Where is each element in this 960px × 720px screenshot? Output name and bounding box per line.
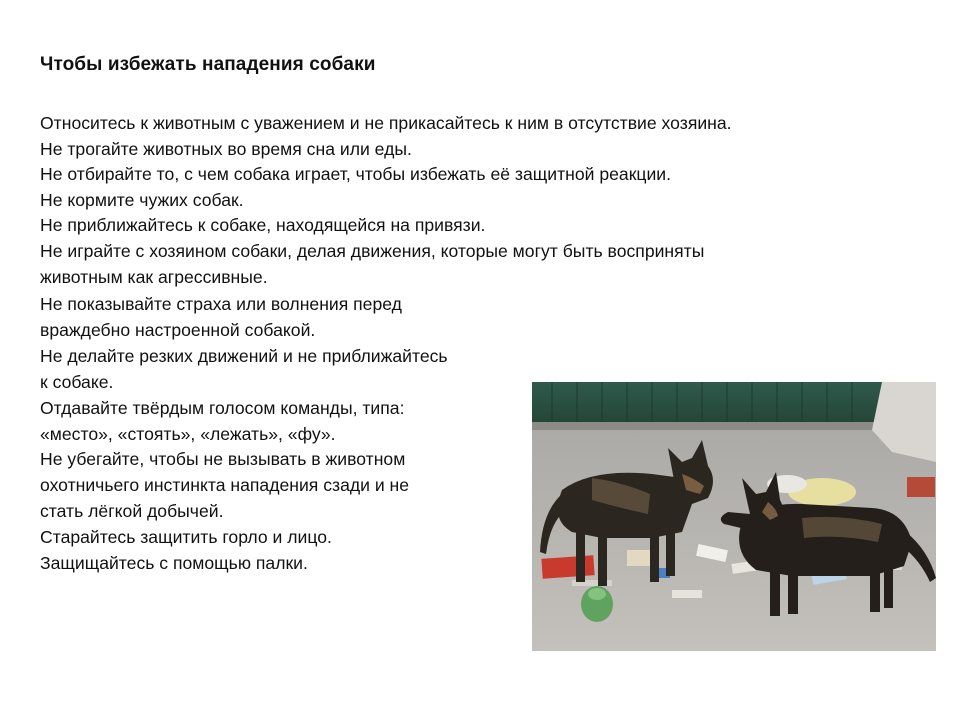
- rule-line: Не играйте с хозяином собаки, делая движения, которые могут быть восприняты: [40, 240, 705, 261]
- rules-list-bottom: [40, 292, 540, 577]
- slide-title: Чтобы избежать нападения собаки: [40, 54, 376, 75]
- rule-line: Не убегайте, чтобы не вызывать в животном: [40, 449, 406, 470]
- rule-line: «место», «стоять», «лежать», «фу».: [40, 423, 336, 444]
- rule-line: Не кормите чужих собак.: [40, 189, 244, 210]
- rule-line: Отдавайте твёрдым голосом команды, типа:: [40, 397, 405, 418]
- rule-line: Защищайтесь с помощью палки.: [40, 553, 308, 574]
- rule-line: животным как агрессивные.: [40, 266, 268, 287]
- rule-line: Не трогайте животных во время сна или еды.: [40, 138, 412, 159]
- rule-line: Не показывайте страха или волнения перед: [40, 294, 402, 314]
- rule-line: Не делайте резких движений и не приближайтесь: [40, 345, 448, 366]
- rule-line: враждебно настроенной собакой.: [40, 319, 316, 340]
- rule-line: Не приближайтесь к собаке, находящейся на привязи.: [40, 215, 486, 236]
- rule-line: к собаке.: [40, 371, 114, 392]
- rule-line: стать лёгкой добычей.: [40, 501, 224, 522]
- dogs-photo: [532, 382, 936, 651]
- rule-line: Не отбирайте то, с чем собака играет, чтобы избежать её защитной реакции.: [40, 164, 672, 185]
- rules-list-top: [40, 111, 920, 290]
- rule-line: Старайтесь защитить горло и лицо.: [40, 527, 332, 548]
- rule-line: охотничьего инстинкта нападения сзади и не: [40, 475, 410, 496]
- rule-line: Относитесь к животным с уважением и не прикасайтесь к ним в отсутствие хозяина.: [40, 113, 732, 133]
